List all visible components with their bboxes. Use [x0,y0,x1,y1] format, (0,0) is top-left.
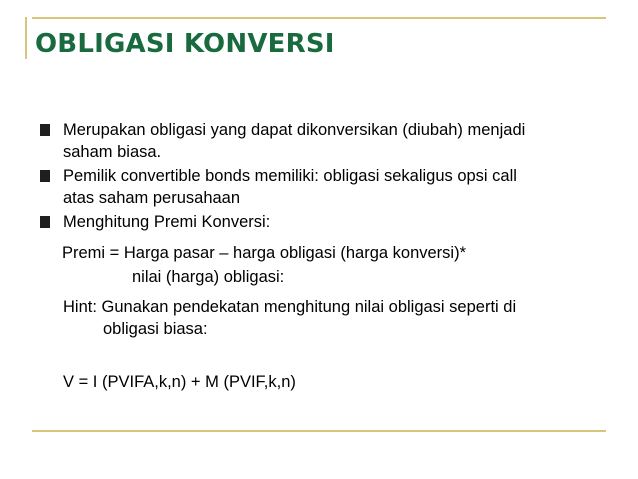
square-bullet-icon [40,170,50,182]
bottom-divider [32,430,606,432]
top-divider [32,17,606,19]
hint-line-1: Hint: Gunakan pendekatan menghitung nilai obligasi seperti di [63,298,517,316]
premi-formula-line-2: nilai (harga) obligasi: [132,268,285,286]
left-accent-bar [25,17,27,59]
bullet-1-line-1: Merupakan obligasi yang dapat dikonversikan (diubah) menjadi [63,121,526,139]
slide-title: OBLIGASI KONVERSI [35,29,335,59]
bullet-2-line-2: atas saham perusahaan [63,189,241,207]
square-bullet-icon [40,124,50,136]
bullet-1-line-2: saham biasa. [63,143,162,161]
hint-line-2: obligasi biasa: [103,320,208,338]
bond-value-equation: V = I (PVIFA,k,n) + M (PVIF,k,n) [63,373,296,391]
square-bullet-icon [40,216,50,228]
bullet-2-line-1: Pemilik convertible bonds memiliki: obligasi sekaligus opsi call [63,167,517,185]
premi-formula-line-1: Premi = Harga pasar – harga obligasi (harga konversi)* [62,244,466,262]
bullet-3-line-1: Menghitung Premi Konversi: [63,213,271,231]
